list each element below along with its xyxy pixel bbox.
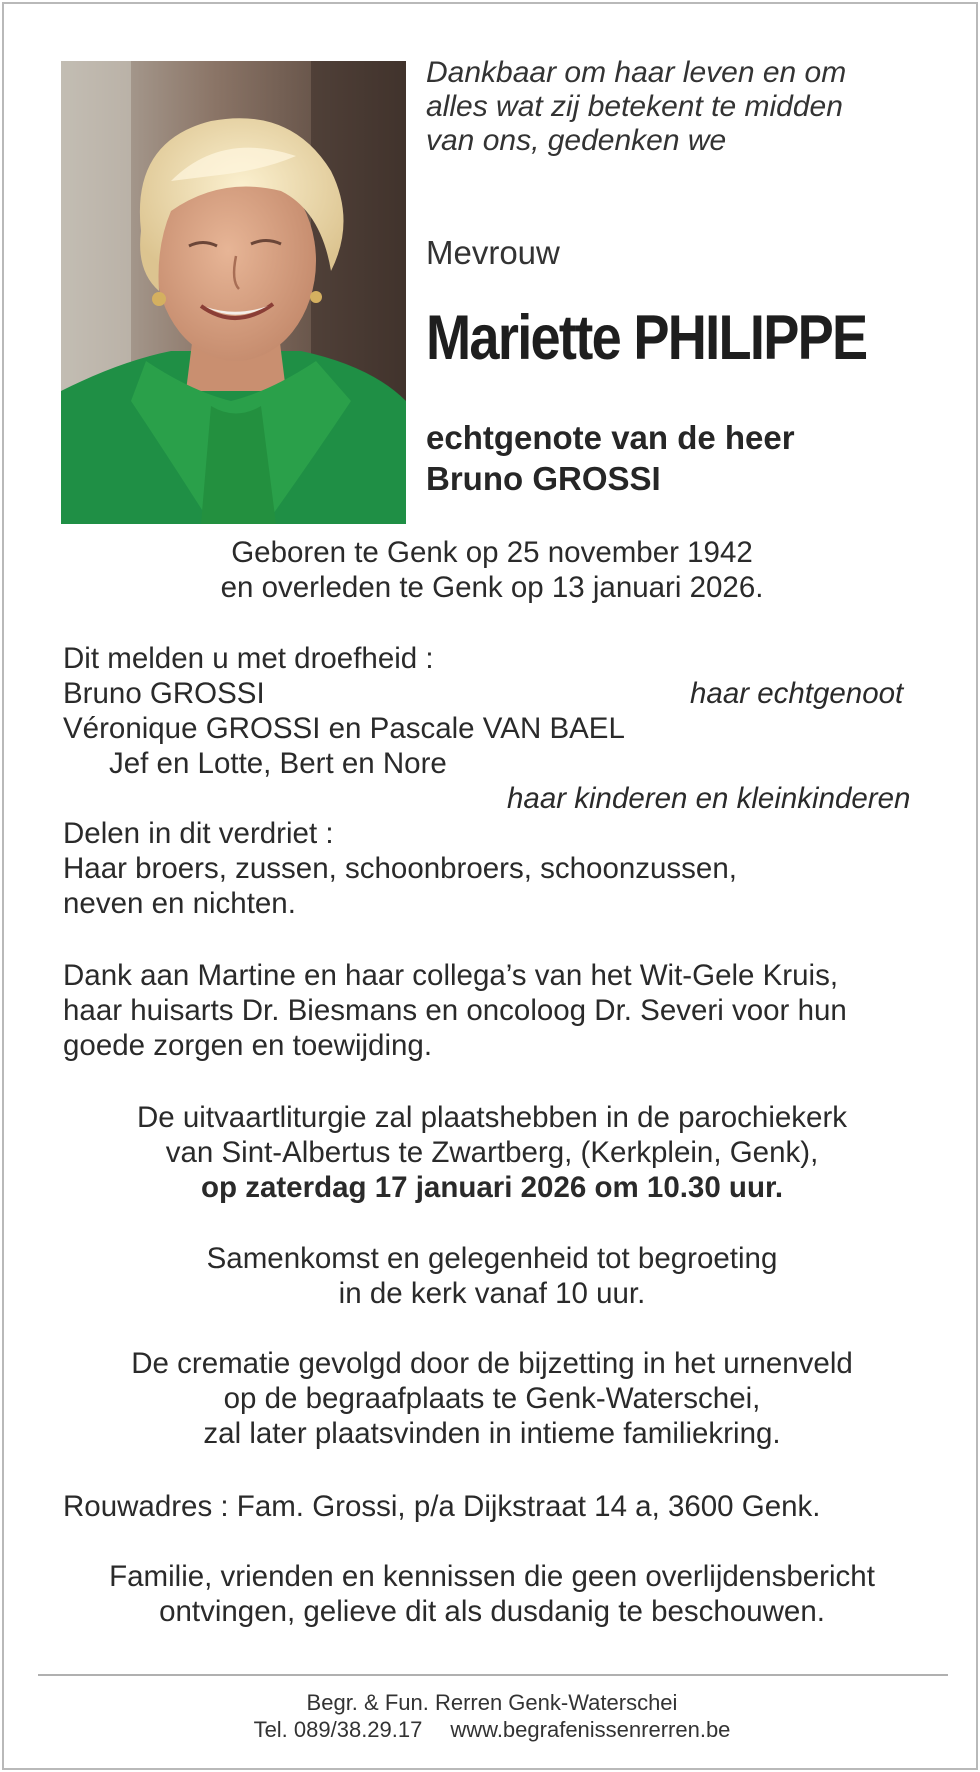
footer-divider <box>38 1674 948 1676</box>
salutation: Mevrouw <box>426 234 560 271</box>
thanks-line: Dank aan Martine en haar collega’s van het Wit-Gele Kruis, <box>63 959 839 992</box>
website-link[interactable]: www.begrafenissenrerren.be <box>450 1717 731 1742</box>
obituary-card <box>2 2 978 1770</box>
spouse-line-2: Bruno GROSSI <box>426 460 661 497</box>
funeral-line: van Sint-Albertus te Zwartberg, (Kerkplein, Genk), <box>165 1136 819 1169</box>
announcers-heading: Dit melden u met droefheid : <box>63 642 434 675</box>
thanks-line: goede zorgen en toewijding. <box>63 1029 433 1062</box>
deceased-name: Mariette PHILIPPE <box>426 303 867 373</box>
spouse-line-1: echtgenote van de heer <box>426 419 795 456</box>
notice-block <box>4 1559 980 1629</box>
phone-number: Tel. 089/38.29.17 <box>253 1717 423 1742</box>
funeral-home-name: Begr. & Fun. Rerren Genk-Waterschei <box>306 1690 678 1715</box>
notice-line: Familie, vrienden en kennissen die geen overlijdensbericht <box>109 1560 875 1593</box>
announcer-children: Véronique GROSSI en Pascale VAN BAEL <box>63 712 625 745</box>
intro-line: Dankbaar om haar leven en om <box>426 56 847 89</box>
intro-line: van ons, gedenken we <box>426 124 727 157</box>
spouse-role: haar echtgenoot <box>690 677 904 710</box>
sharing-line: neven en nichten. <box>63 887 296 920</box>
portrait-photo <box>61 61 406 524</box>
funeral-block <box>4 1100 980 1205</box>
cremation-line: op de begraafplaats te Genk-Waterschei, <box>223 1382 761 1415</box>
funeral-line: De uitvaartliturgie zal plaatshebben in de parochiekerk <box>136 1101 848 1134</box>
sharing-heading: Delen in dit verdriet : <box>63 817 334 850</box>
gathering-line: in de kerk vanaf 10 uur. <box>338 1277 646 1310</box>
children-role: haar kinderen en kleinkinderen <box>507 782 911 815</box>
funeral-home-contact <box>4 1717 980 1743</box>
sharing-line: Haar broers, zussen, schoonbroers, schoonzussen, <box>63 852 737 885</box>
notice-line: ontvingen, gelieve dit als dusdanig te beschouwen. <box>159 1595 825 1628</box>
cremation-line: De crematie gevolgd door de bijzetting in het urnenveld <box>131 1347 853 1380</box>
funeral-datetime: op zaterdag 17 januari 2026 om 10.30 uur. <box>200 1171 784 1204</box>
cremation-block <box>4 1346 980 1451</box>
death-line: en overleden te Genk op 13 januari 2026. <box>220 571 764 604</box>
gathering-block <box>4 1241 980 1311</box>
mourning-address: Rouwadres : Fam. Grossi, p/a Dijkstraat 14 a, 3600 Genk. <box>63 1490 821 1523</box>
intro-text <box>426 56 946 158</box>
announcer-spouse: Bruno GROSSI <box>63 677 265 710</box>
portrait-illustration <box>61 61 406 524</box>
birth-line: Geboren te Genk op 25 november 1942 <box>231 536 753 569</box>
birth-death-block <box>4 535 980 605</box>
cremation-line: zal later plaatsvinden in intieme familiekring. <box>203 1417 781 1450</box>
announcer-grandchildren: Jef en Lotte, Bert en Nore <box>109 747 447 780</box>
intro-line: alles wat zij betekent te midden <box>426 90 843 123</box>
gathering-line: Samenkomst en gelegenheid tot begroeting <box>206 1242 778 1275</box>
thanks-line: haar huisarts Dr. Biesmans en oncoloog Dr. Severi voor hun <box>63 994 847 1027</box>
spouse-line <box>426 417 795 499</box>
